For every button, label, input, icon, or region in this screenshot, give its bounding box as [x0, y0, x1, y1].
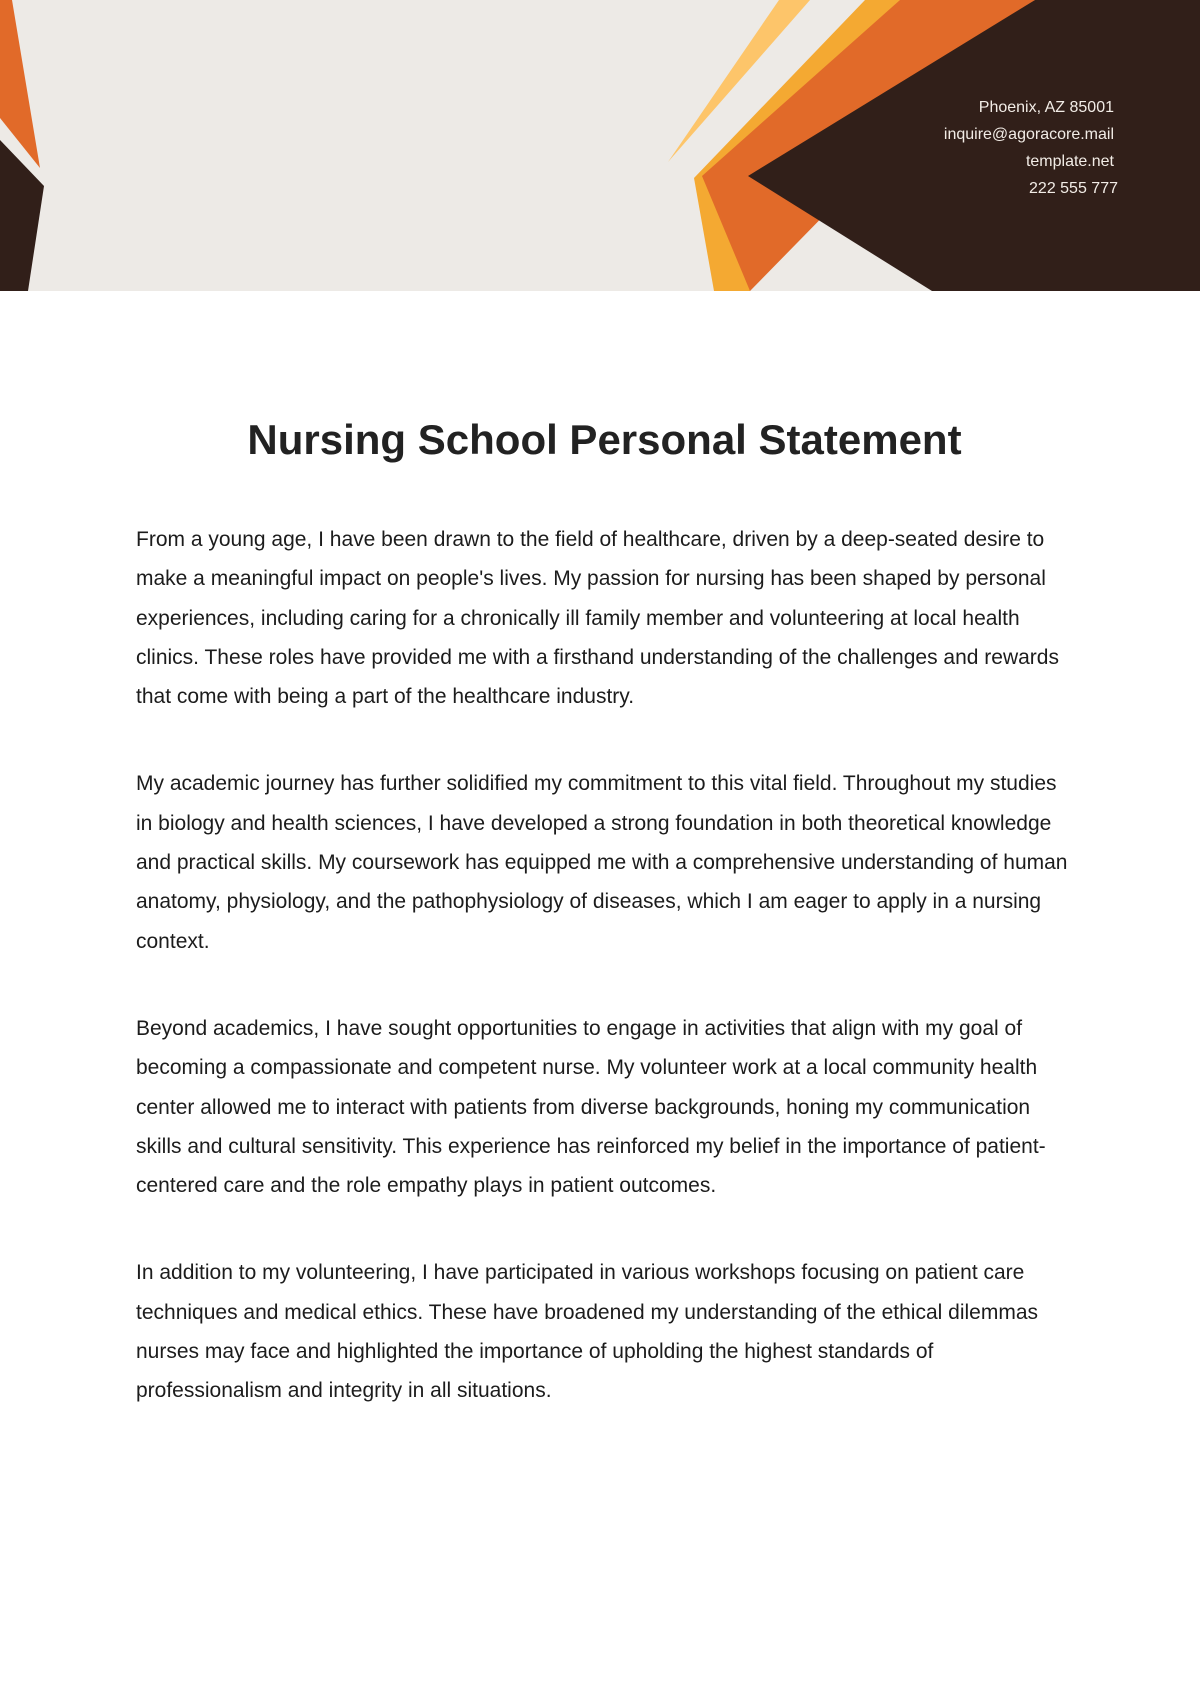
header-banner: [0, 0, 1200, 291]
contact-phone: 222 555 777: [1029, 180, 1118, 197]
contact-website[interactable]: template.net: [1025, 153, 1114, 170]
contact-block: [943, 94, 1118, 202]
paragraph-1: From a young age, I have been drawn to the field of healthcare, driven by a deep-seated desire to make a meaningful impact on people's lives. My passion for nursing has been shaped by personal experiences, including caring for a chronically ill family member and volunteering at local health clinics. These roles have provided me with a firsthand understanding of the challenges and rewards that come with being a part of the healthcare industry.: [136, 528, 1059, 709]
paragraph-2: My academic journey has further solidified my commitment to this vital field. Throughout my studies in biology and health sciences, I have developed a strong foundation in both theoretical knowledge and practical skills. My coursework has equipped me with a comprehensive understanding of human anatomy, physiology, and the pathophysiology of diseases, which I am eager to apply in a nursing context.: [136, 772, 1068, 953]
document-title: Nursing School Personal Statement: [247, 416, 962, 463]
paragraph-3: Beyond academics, I have sought opportunities to engage in activities that align with my goal of becoming a compassionate and competent nurse. My volunteer work at a local community health center allowed me to interact with patients from diverse backgrounds, honing my communication skills and cultural sensitivity. This experience has reinforced my belief in the importance of patient-centered care and the role empathy plays in patient outcomes.: [136, 1016, 1046, 1198]
contact-address: Phoenix, AZ 85001: [978, 99, 1114, 116]
paragraph-4: In addition to my volunteering, I have participated in various workshops focusing on patient care techniques and medical ethics. These have broadened my understanding of the ethical dilemmas nurses may face and highlighted the importance of upholding the highest standards of professionalism and integrity in all situations.: [136, 1261, 1038, 1403]
contact-email[interactable]: inquire@agoracore.mail: [943, 126, 1114, 143]
document-body: [136, 520, 1076, 1459]
